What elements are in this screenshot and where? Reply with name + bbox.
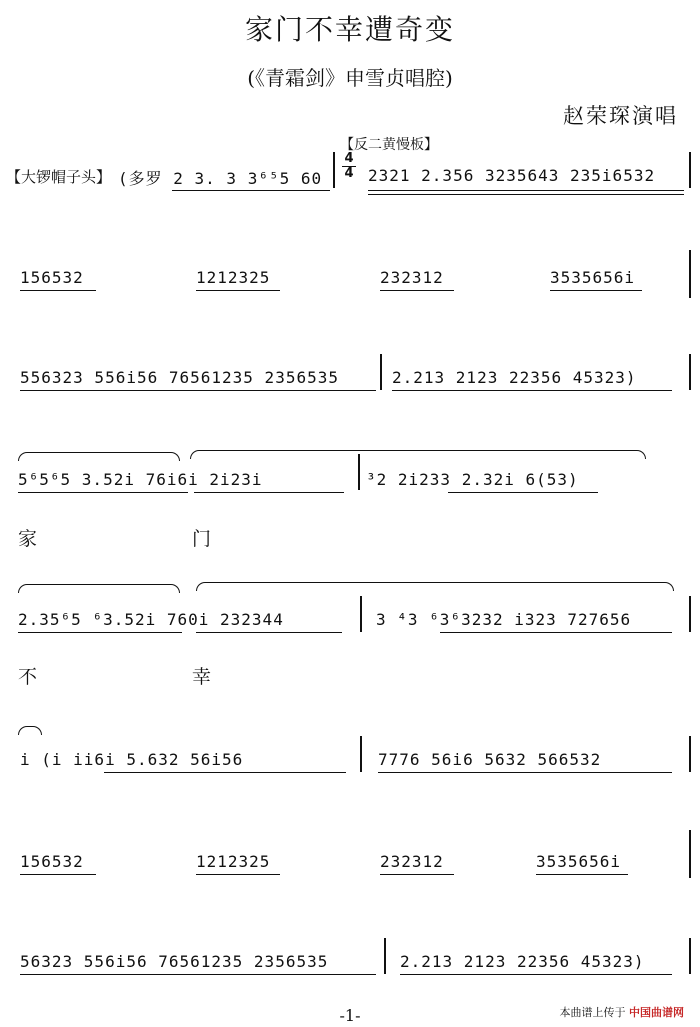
score-line-3-seg-2: 2.213 2123 22356 45323) [392, 368, 637, 387]
barline [689, 830, 691, 878]
beam-line [440, 632, 672, 633]
beam-line [172, 190, 330, 191]
score-line-6-seg-2: 7776 56i6 5632 566532 [378, 750, 602, 769]
beam-line [196, 874, 280, 875]
beam-line [368, 190, 684, 191]
barline [689, 596, 691, 632]
score-line-8-seg-2: 2.213 2123 22356 45323) [400, 952, 645, 971]
score-line-7-seg-2: 1212325 [196, 852, 271, 871]
page-subtitle: (《青霜剑》申雪贞唱腔) [247, 66, 453, 90]
barline [358, 454, 360, 490]
beam-line [196, 290, 280, 291]
beam-line [380, 874, 454, 875]
score-line-7-seg-1: 156532 [20, 852, 84, 871]
beam-line [104, 772, 346, 773]
beam-line [196, 632, 342, 633]
barline [689, 736, 691, 772]
barline [360, 736, 362, 772]
barline [380, 354, 382, 390]
performer-credit: 赵荣琛演唱 [563, 104, 678, 128]
time-signature-bottom: 4 [342, 166, 356, 181]
phrase-slur [18, 452, 180, 461]
barline [689, 354, 691, 390]
score-line-3-seg-1: 556323 556i56 76561235 2356535 [20, 368, 339, 387]
barline [360, 596, 362, 632]
score-line-5-seg-1: 2.35⁶5 ⁶3.52i 760i 232344 [18, 610, 284, 629]
score-line-7-seg-3: 232312 [380, 852, 444, 871]
beam-line [18, 492, 188, 493]
score-line-2-seg-2: 1212325 [196, 268, 271, 287]
phrase-slur [196, 582, 674, 591]
lyric-char: 不 [18, 666, 38, 688]
tempo-marking: 【反二黄慢板】 [340, 137, 438, 153]
beam-line [392, 390, 672, 391]
beam-line [550, 290, 642, 291]
score-line-1-seg-1: (多罗 2 3. 3 3⁶⁵5 60 [118, 169, 323, 188]
score-line-7-seg-4: 3535656i [536, 852, 622, 871]
beam-line [378, 772, 672, 773]
time-signature [342, 152, 356, 181]
beam-line [448, 492, 598, 493]
beam-line [380, 290, 454, 291]
intro-label: 【大锣帽子头】 [6, 168, 112, 186]
page-title: 家门不幸遭奇变 [244, 13, 455, 46]
beam-line [400, 974, 672, 975]
barline [333, 152, 335, 188]
score-line-6-seg-1: i (i ii6i 5.632 56i56 [20, 750, 244, 769]
phrase-slur [18, 726, 42, 735]
page-number: -1- [339, 1006, 361, 1025]
beam-line [20, 390, 376, 391]
beam-line [194, 492, 344, 493]
score-line-4-seg-1: 5⁶5⁶5 3.52i 76i6i 2i23i [18, 470, 263, 489]
barline [384, 938, 386, 974]
score-line-5-seg-2: 3 ⁴3 ⁶3⁶3232 i323 727656 [376, 610, 632, 629]
upload-note [560, 1004, 685, 1020]
score-line-8-seg-1: 56323 556i56 76561235 2356535 [20, 952, 329, 971]
score-line-1-seg-2: 2321 2.356 3235643 235i6532 [368, 166, 656, 185]
lyric-char: 家 [18, 528, 38, 550]
beam-line [18, 632, 182, 633]
score-line-2-seg-3: 232312 [380, 268, 444, 287]
score-line-4-seg-2: ³2 2i233 2.32i 6(53) [366, 470, 579, 489]
beam-line [20, 874, 96, 875]
beam-line [20, 974, 376, 975]
barline [689, 152, 691, 188]
barline [689, 938, 691, 974]
upload-note-text: 本曲谱上传于 [559, 1006, 626, 1019]
lyric-char: 门 [192, 528, 212, 550]
beam-line [20, 290, 96, 291]
barline [689, 250, 691, 298]
beam-line [536, 874, 628, 875]
score-line-2-seg-4: 3535656i [550, 268, 636, 287]
beam-line [368, 194, 684, 195]
lyric-char: 幸 [192, 666, 212, 688]
time-signature-top: 4 [344, 151, 354, 166]
site-logo: 中国曲谱网 [629, 1006, 684, 1019]
score-line-2-seg-1: 156532 [20, 268, 84, 287]
phrase-slur [190, 450, 646, 459]
phrase-slur [18, 584, 180, 593]
